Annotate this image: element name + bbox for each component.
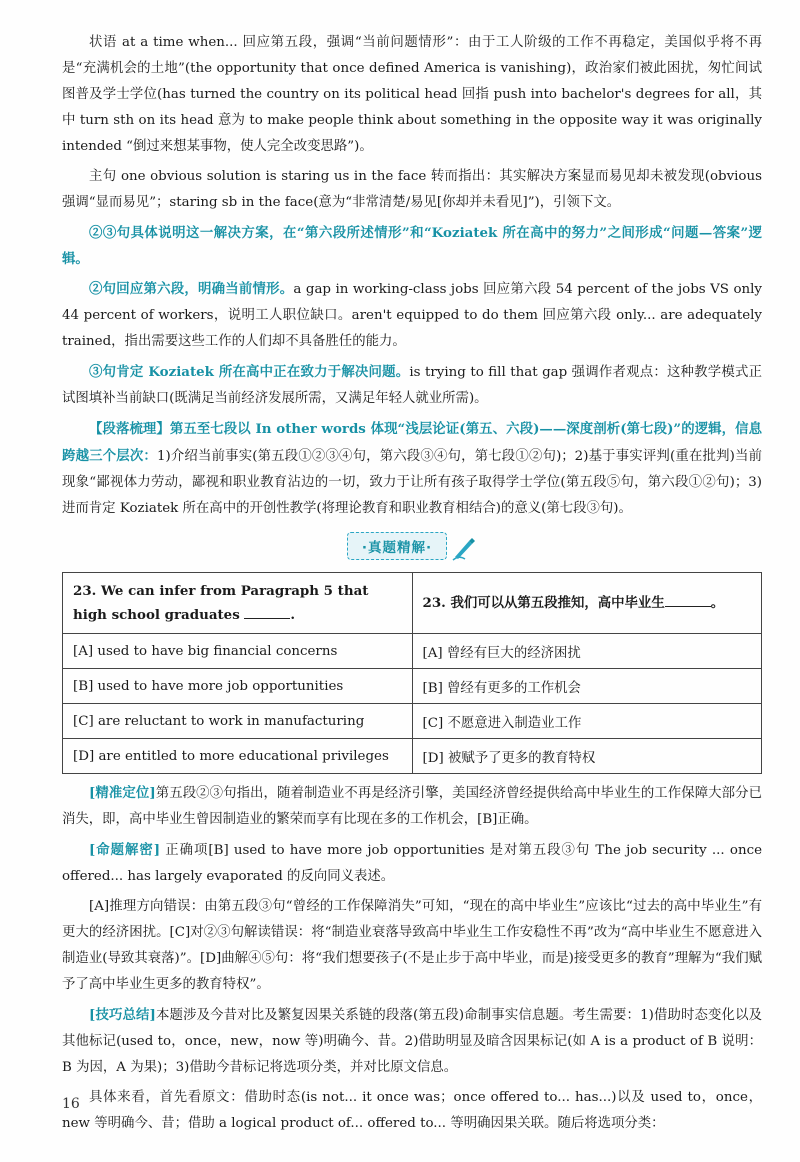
analysis-paragraph: 具体来看，首先看原文：借助时态(is not... it once was；once offered to... has...)以及 used to，once，new 等明确今、昔；借助 a logical product of... offered to... 等明确因果关联。随后将选项分类： xyxy=(62,1090,762,1131)
option-cn: [C] 不愿意进入制造业工作 xyxy=(412,704,762,739)
analysis-head: [技巧总结] xyxy=(89,1007,156,1023)
analysis-head: [精准定位] xyxy=(89,785,156,801)
section-title: ·真题精解· xyxy=(347,532,447,560)
paragraph-highlight: ②③句具体说明这一解决方案，在“第六段所述情形”和“Koziatek 所在高中的努力”之间形成“问题—答案”逻辑。 xyxy=(62,225,762,267)
analysis-body: 第五段②③句指出，随着制造业不再是经济引擎，美国经济曾经提供给高中毕业生的工作保障大部分已消失，即，高中毕业生曾因制造业的繁荣而享有比现在多的工作机会，[B]正确。 xyxy=(62,786,762,827)
paragraph xyxy=(62,359,762,412)
analysis-paragraph xyxy=(62,1002,762,1081)
paragraph: 状语 at a time when... 回应第五段，强调“当前问题情形”：由于工人阶级的工作不再稳定，美国似乎将不再是“充满机会的土地”(the opportunity that once defined America is vanishing)，政治家们被此困扰，匆忙间试图普及学士学位(has turned the country on its political head 回指 push into bachelor's degrees for all，其中 turn sth on its head 意为 to make people think about something in the opposite way it was originally intended “倒过来想某事物，使人完全改变思路”)。 xyxy=(62,35,762,154)
option-en: [A] used to have big financial concerns xyxy=(63,634,413,669)
analysis-paragraph xyxy=(62,780,762,833)
paragraph: 主句 one obvious solution is staring us in the face 转而指出：其实解决方案显而易见却未被发现(obvious 强调“显而易见”；staring sb in the face(意为“非常清楚/易见[你却并未看见]”)，引领下文。 xyxy=(62,169,762,210)
question-en xyxy=(63,573,413,634)
paragraph-head: 【段落梳理】第五至七段以 In other words 体现“浅层论证(第五、六段)——深度剖析(第七段)”的逻辑，信息跨越三个层次： xyxy=(62,421,762,464)
paragraph-head: ②句回应第六段，明确当前情形。 xyxy=(89,281,294,297)
option-row xyxy=(63,704,762,739)
paragraph-head: ③句肯定 Koziatek 所在高中正在致力于解决问题。 xyxy=(89,364,410,380)
paragraph xyxy=(62,276,762,355)
question-cn xyxy=(412,573,762,634)
analysis-head: [命题解密] xyxy=(89,842,161,858)
content xyxy=(62,30,762,1141)
question-cn-end: 。 xyxy=(710,595,725,611)
section-header xyxy=(62,532,762,562)
paragraph-body: a gap in working-class jobs 回应第六段 54 percent of the jobs VS only 44 percent of workers，说明工人职位缺口。aren't equipped to do them 回应第六段 only... are adequately trained，指出需要这些工作的人们却不具备胜任的能力。 xyxy=(62,282,762,349)
option-en: [B] used to have more job opportunities xyxy=(63,669,413,704)
analysis-body: 正确项[B] used to have more job opportunities 是对第五段③句 The job security ... once offered... has largely evaporated 的反向同义表述。 xyxy=(62,843,763,884)
answer-blank xyxy=(665,606,711,607)
paragraph-body: 1)介绍当前事实(第五段①②③④句，第六段③④句，第七段①②句)；2)基于事实评判(重在批判)当前现象“鄙视体力劳动，鄙视和职业教育沾边的一切，致力于让所有孩子取得学士学位(第五段⑤句，第六段①②句)；3)进而肯定 Koziatek 所在高中的开创性教学(将理论教育和职业教育相结合)的意义(第七段③句)。 xyxy=(62,449,762,516)
option-cn: [D] 被赋予了更多的教育特权 xyxy=(412,739,762,774)
option-en: [D] are entitled to more educational privileges xyxy=(63,739,413,774)
option-cn: [B] 曾经有更多的工作机会 xyxy=(412,669,762,704)
question-row xyxy=(63,573,762,634)
question-table xyxy=(62,572,762,774)
option-row xyxy=(63,634,762,669)
pen-icon xyxy=(451,535,477,561)
answer-blank xyxy=(244,618,290,619)
page-number: 16 xyxy=(62,1096,80,1112)
paragraph-body: is trying to fill that gap 强调作者观点：这种教学模式正试图填补当前缺口(既满足当前经济发展所需，又满足年轻人就业所需)。 xyxy=(62,365,762,406)
question-en-text: 23. We can infer from Paragraph 5 that high school graduates xyxy=(73,583,369,623)
analysis-paragraph xyxy=(62,837,762,890)
option-cn: [A] 曾经有巨大的经济困扰 xyxy=(412,634,762,669)
option-row xyxy=(63,739,762,774)
question-cn-text: 23. 我们可以从第五段推知，高中毕业生 xyxy=(422,595,665,611)
option-row xyxy=(63,669,762,704)
analysis-paragraph: [A]推理方向错误：由第五段③句“曾经的工作保障消失”可知，“现在的高中毕业生”应该比“过去的高中毕业生”有更大的经济困扰。[C]对②③句解读错误：将“制造业衰落导致高中毕业生工作安稳性不再”改为“高中毕业生不愿意进入制造业(导致其衰落)”。[D]曲解④⑤句：将“我们想要孩子(不是止步于高中毕业，而是)接受更多的教育”理解为“我们赋予了高中毕业生更多的教育特权”。 xyxy=(62,899,762,992)
question-en-end: . xyxy=(290,607,296,623)
paragraph xyxy=(62,416,762,522)
option-en: [C] are reluctant to work in manufacturing xyxy=(63,704,413,739)
analysis-body: 本题涉及今昔对比及繁复因果关系链的段落(第五段)命制事实信息题。考生需要：1)借助时态变化以及其他标记(used to，once，new，now 等)明确今、昔。2)借助明显及暗含因果标记(如 A is a product of B 说明：B 为因，A 为果)；3)借助今昔标记将选项分类，并对比原文信息。 xyxy=(62,1008,762,1075)
